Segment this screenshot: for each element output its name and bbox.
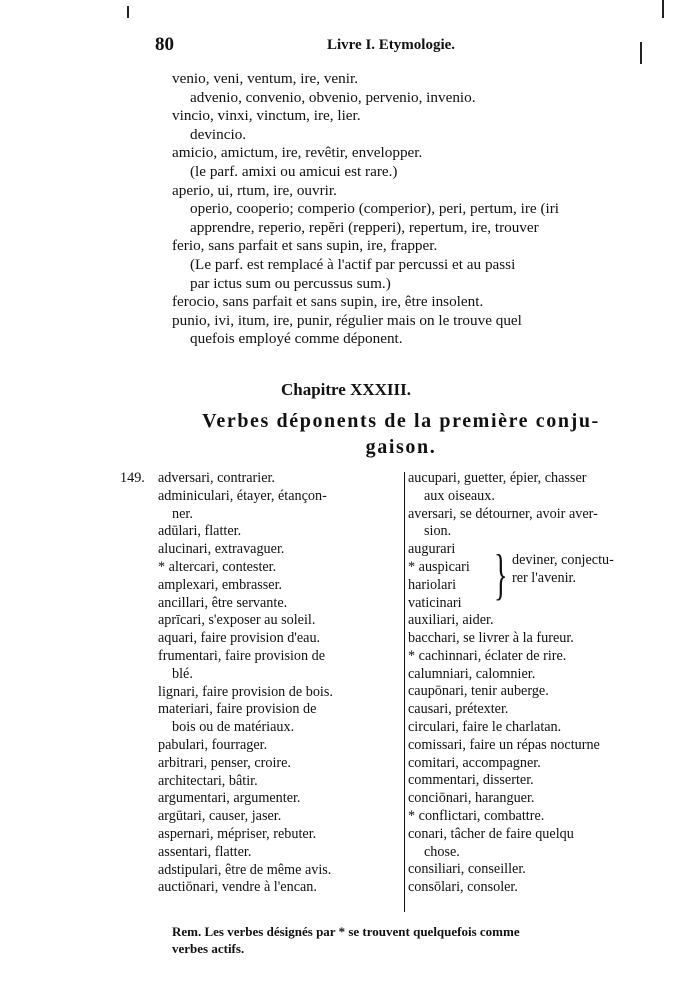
verb-line: (le parf. amixi ou amicui est rare.): [190, 162, 398, 180]
list-item: amplexari, embrasser.: [158, 576, 283, 593]
braced-verb: vaticinari: [408, 594, 462, 611]
verb-line: advenio, convenio, obvenio, pervenio, invenio.: [190, 88, 476, 106]
list-item: argūtari, causer, jaser.: [158, 808, 282, 825]
list-item-continuation: bois ou de matériaux.: [172, 719, 295, 736]
list-item: * altercari, contester.: [158, 558, 277, 575]
list-item: caupōnari, tenir auberge.: [408, 683, 549, 700]
list-item: comitari, accompagner.: [408, 754, 541, 771]
list-item-continuation: blé.: [172, 665, 193, 682]
brace-gloss: [512, 551, 614, 587]
remark-line: verbes actifs.: [172, 941, 245, 956]
section-title-line: gaison.: [365, 436, 437, 458]
list-item: auxiliari, aider.: [408, 612, 494, 629]
list-item: comissari, faire un répas nocturne: [408, 736, 600, 753]
list-item: * cachinnari, éclater de rire.: [408, 647, 567, 664]
list-item: architectari, bâtir.: [158, 772, 258, 789]
list-item-continuation: chose.: [424, 843, 460, 860]
remark-line: Rem. Les verbes désignés par * se trouvent quelquefois comme: [172, 924, 520, 939]
list-item: ancillari, être servante.: [158, 594, 288, 611]
verb-line: apprendre, reperio, repĕri (repperi), repertum, ire, trouver: [190, 218, 539, 236]
list-item: conciōnari, haranguer.: [408, 790, 535, 807]
braced-verb: hariolari: [408, 576, 457, 593]
list-item: aspernari, mépriser, rebuter.: [158, 825, 317, 842]
verb-line: (Le parf. est remplacé à l'actif par percussi et au passi: [190, 255, 516, 273]
verb-line: punio, ivi, itum, ire, punir, régulier mais on le trouve quel: [172, 311, 522, 329]
chapter-heading: Chapitre XXXIII.: [280, 380, 412, 399]
braced-verb: * auspicari: [408, 558, 470, 575]
curly-brace-icon: }: [494, 544, 508, 607]
verb-line: ferio, sans parfait et sans supin, ire, frapper.: [172, 237, 438, 255]
list-item: adūlari, flatter.: [158, 523, 242, 540]
list-item-continuation: ner.: [172, 505, 193, 522]
brace-gloss-line: deviner, conjectu-: [512, 552, 614, 569]
list-item-continuation: sion.: [424, 523, 452, 540]
entry-text: adversari, contrarier.: [158, 470, 275, 486]
verb-line: venio, veni, ventum, ire, venir.: [172, 70, 359, 87]
list-item: commentari, disserter.: [408, 772, 534, 789]
verb-line: operio, cooperio; comperio (comperior), peri, pertum, ire (iri: [190, 200, 560, 218]
list-item: calumniari, calomnier.: [408, 665, 536, 682]
column-divider: [404, 472, 405, 912]
paragraph-number: 149.: [120, 470, 145, 486]
list-item: materiari, faire provision de: [158, 701, 317, 718]
list-item: bacchari, se livrer à la fureur.: [408, 629, 574, 646]
list-item: lignari, faire provision de bois.: [158, 683, 333, 700]
braced-verb: augurari: [408, 541, 456, 558]
list-item: [120, 470, 402, 488]
verb-line: par ictus sum ou percussus sum.): [190, 274, 391, 292]
list-item: aquari, faire provision d'eau.: [158, 630, 321, 647]
page-edge-mark-top: [127, 6, 129, 18]
brace-gloss-line: rer l'avenir.: [512, 570, 577, 587]
section-title-line: Verbes déponents de la première conju-: [202, 410, 600, 432]
verb-line: aperio, ui, rtum, ire, ouvrir.: [172, 181, 337, 199]
verb-list-continued: [172, 70, 647, 349]
list-item: consōlari, consoler.: [408, 879, 518, 896]
verb-line: vincio, vinxi, vinctum, ire, lier.: [172, 107, 361, 125]
list-item: aversari, se détourner, avoir aver-: [408, 505, 598, 522]
list-item: * conflictari, combattre.: [408, 807, 545, 824]
section-title: [160, 408, 642, 460]
list-item: assentari, flatter.: [158, 843, 252, 860]
list-item: causari, prétexter.: [408, 701, 509, 718]
page-header: [155, 34, 655, 56]
list-item-continuation: aux oiseaux.: [424, 487, 495, 504]
list-item: circulari, faire le charlatan.: [408, 718, 562, 735]
list-item: argumentari, argumenter.: [158, 790, 301, 807]
list-item: pabulari, fourrager.: [158, 736, 268, 753]
verb-line: ferocio, sans parfait et sans supin, ire, être insolent.: [172, 293, 484, 311]
page-edge-mark-right-top: [662, 0, 664, 18]
verb-line: quefois employé comme déponent.: [190, 330, 403, 348]
list-item: auctiōnari, vendre à l'encan.: [158, 879, 317, 896]
list-item: frumentari, faire provision de: [158, 647, 326, 664]
running-head: Livre I. Etymologie.: [327, 37, 456, 53]
list-item: adstipulari, être de même avis.: [158, 861, 332, 878]
list-item: aprīcari, s'exposer au soleil.: [158, 612, 316, 629]
list-item: conari, tâcher de faire quelqu: [408, 825, 574, 842]
verb-line: amicio, amictum, ire, revêtir, envelopper.: [172, 144, 423, 162]
braced-verb-group: [408, 541, 650, 612]
right-column: [408, 470, 650, 897]
list-item: adminiculari, étayer, étançon-: [158, 487, 327, 504]
list-item: consiliari, conseiller.: [408, 861, 526, 878]
remark-note: [172, 923, 652, 957]
list-item: arbitrari, penser, croire.: [158, 754, 291, 771]
list-item: alucinari, extravaguer.: [158, 541, 285, 558]
page-number: 80: [155, 34, 174, 55]
left-column: [120, 470, 402, 897]
verb-line: devincio.: [190, 125, 247, 143]
list-item: aucupari, guetter, épier, chasser: [408, 470, 587, 486]
